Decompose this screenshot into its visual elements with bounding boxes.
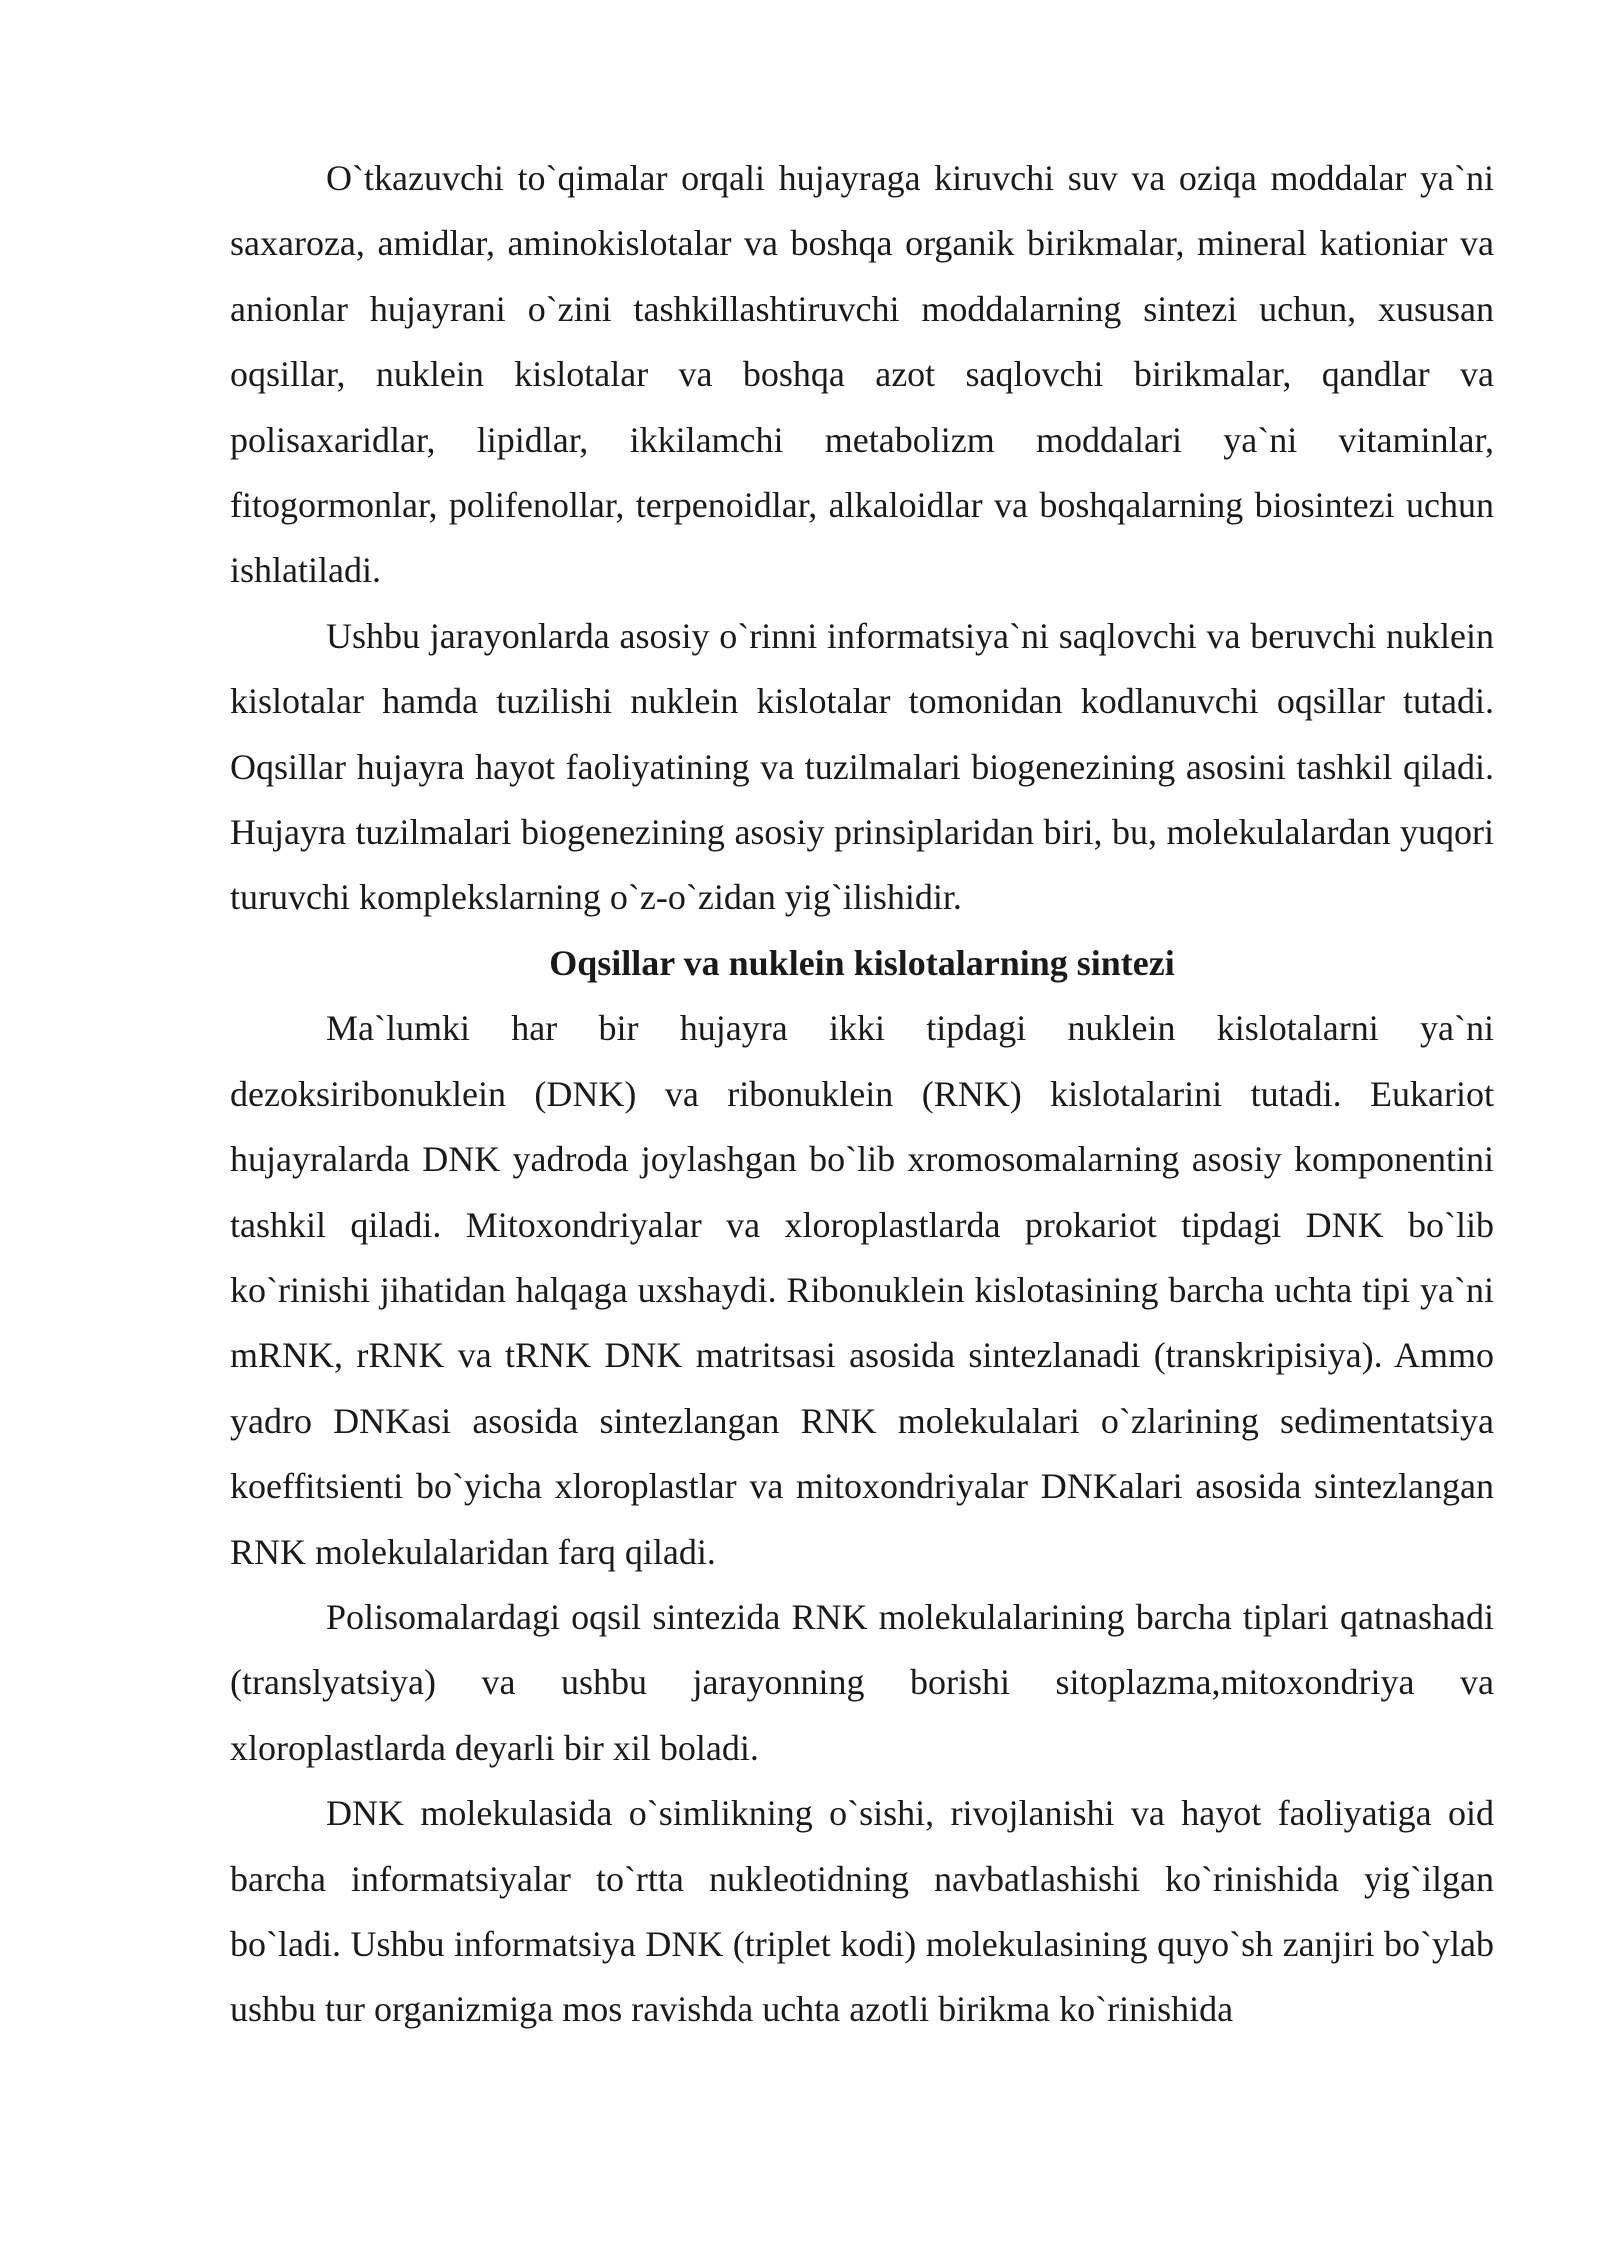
paragraph: Polisomalardagi oqsil sintezida RNK molekulalarining barcha tiplari qatnashadi (translyatsiya) va ushbu jarayonning borishi sitoplazma,mitoxondriya va xloroplastlarda deyarli bir xil boladi. — [230, 1596, 1494, 1768]
section-heading: Oqsillar va nuklein kislotalarning sintezi — [549, 942, 1175, 983]
paragraph: Ma`lumki har bir hujayra ikki tipdagi nuklein kislotalarni ya`ni dezoksiribonuklein (DNK) va ribonuklein (RNK) kislotalarini tutadi. Eukariot hujayralarda DNK yadroda joylashgan bo`lib xromosomalarning asosiy komponentini tashkil qiladi. Mitoxondriyalar va xloroplastlarda prokariot tipdagi DNK bo`lib ko`rinishi jihatidan halqaga uxshaydi. Ribonuklein kislotasining barcha uchta tipi ya`ni mRNK, rRNK va tRNK DNK matritsasi asosida sintezlanadi (transkripisiya). Ammo yadro DNKasi asosida sintezlangan RNK molekulalari o`zlarining sedimentatsiya koeffitsienti bo`yicha xloroplastlar va mitoxondriyalar DNKalari asosida sintezlangan RNK molekulalaridan farq qiladi. — [230, 1008, 1494, 1572]
document-body — [230, 146, 1494, 2043]
paragraph: Ushbu jarayonlarda asosiy o`rinni informatsiya`ni saqlovchi va beruvchi nuklein kislotalar hamda tuzilishi nuklein kislotalar tomonidan kodlanuvchi oqsillar tutadi. Oqsillar hujayra hayot faoliyatining va tuzilmalari biogenezining asosini tashkil qiladi. Hujayra tuzilmalari biogenezining asosiy prinsiplaridan biri, bu, molekulalardan yuqori turuvchi komplekslarning o`z-o`zidan yig`ilishidir. — [230, 615, 1494, 918]
paragraph: DNK molekulasida o`simlikning o`sishi, rivojlanishi va hayot faoliyatiga oid barcha informatsiyalar to`rtta nukleotidning navbatlashishi ko`rinishida yig`ilgan bo`ladi. Ushbu informatsiya DNK (triplet kodi) molekulasining quyo`sh zanjiri bo`ylab ushbu tur organizmiga mos ravishda uchta azotli birikma ko`rinishida — [230, 1793, 1494, 2030]
paragraph: O`tkazuvchi to`qimalar orqali hujayraga kiruvchi suv va oziqa moddalar ya`ni saxaroza, amidlar, aminokislotalar va boshqa organik birikmalar, mineral kationiar va anionlar hujayrani o`zini tashkillashtiruvchi moddalarning sintezi uchun, xususan oqsillar, nuklein kislotalar va boshqa azot saqlovchi birikmalar, qandlar va polisaxaridlar, lipidlar, ikkilamchi metabolizm moddalari ya`ni vitaminlar, fitogormonlar, polifenollar, terpenoidlar, alkaloidlar va boshqalarning biosintezi uchun ishlatiladi. — [230, 158, 1494, 591]
